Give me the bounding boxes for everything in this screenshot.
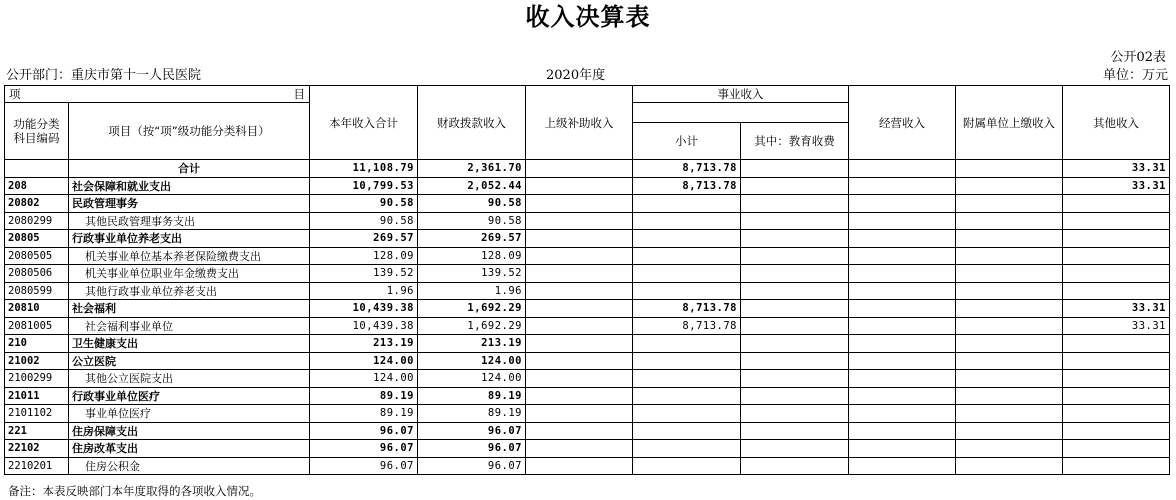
cell-name: 住房改革支出 <box>69 440 310 458</box>
cell-code: 2080506 <box>5 265 69 283</box>
cell-fiscal: 90.58 <box>418 212 526 230</box>
form-number: 公开02表 <box>1110 50 1166 65</box>
cell-name: 机关事业单位基本养老保险缴费支出 <box>69 247 310 265</box>
cell-fiscal: 96.07 <box>418 422 526 440</box>
cell-business-subtotal <box>633 422 741 440</box>
cell-business-subtotal <box>633 352 741 370</box>
department-label: 公开部门：重庆市第十一人民医院 <box>6 68 202 83</box>
cell-fiscal: 96.07 <box>418 440 526 458</box>
cell-operating <box>849 160 956 178</box>
cell-name: 社会福利 <box>69 300 310 318</box>
cell-business-edu <box>741 230 849 248</box>
cell-business-subtotal <box>633 247 741 265</box>
cell-code: 20802 <box>5 195 69 213</box>
cell-total: 96.07 <box>310 457 418 475</box>
cell-affiliated <box>956 405 1063 423</box>
header-other: 其他收入 <box>1063 86 1170 160</box>
cell-business-subtotal: 8,713.78 <box>633 317 741 335</box>
header-name: 项目（按“项”级功能分类科目） <box>69 103 310 160</box>
cell-business-subtotal <box>633 282 741 300</box>
table-row <box>5 265 1170 283</box>
cell-total: 10,439.38 <box>310 317 418 335</box>
cell-superior <box>526 405 633 423</box>
cell-code: 210 <box>5 335 69 353</box>
cell-fiscal: 124.00 <box>418 370 526 388</box>
cell-other <box>1063 422 1170 440</box>
cell-business-subtotal: 8,713.78 <box>633 177 741 195</box>
cell-superior <box>526 247 633 265</box>
cell-fiscal: 96.07 <box>418 457 526 475</box>
header-operating: 经营收入 <box>849 86 956 160</box>
cell-other <box>1063 230 1170 248</box>
cell-name: 住房保障支出 <box>69 422 310 440</box>
cell-affiliated <box>956 422 1063 440</box>
table-row <box>5 370 1170 388</box>
cell-other <box>1063 212 1170 230</box>
cell-business-subtotal <box>633 405 741 423</box>
cell-code: 20805 <box>5 230 69 248</box>
cell-name: 合计 <box>69 160 310 178</box>
cell-total: 96.07 <box>310 440 418 458</box>
cell-business-edu <box>741 422 849 440</box>
table-row <box>5 195 1170 213</box>
table-row <box>5 352 1170 370</box>
cell-operating <box>849 370 956 388</box>
cell-total: 124.00 <box>310 370 418 388</box>
table-row <box>5 335 1170 353</box>
cell-operating <box>849 230 956 248</box>
header-business-subtotal: 小计 <box>633 123 741 160</box>
cell-other <box>1063 282 1170 300</box>
cell-affiliated <box>956 300 1063 318</box>
cell-affiliated <box>956 212 1063 230</box>
cell-code: 2210201 <box>5 457 69 475</box>
table-row <box>5 440 1170 458</box>
cell-business-subtotal <box>633 230 741 248</box>
cell-superior <box>526 370 633 388</box>
cell-fiscal: 2,361.70 <box>418 160 526 178</box>
cell-code: 22102 <box>5 440 69 458</box>
cell-operating <box>849 282 956 300</box>
cell-total: 11,108.79 <box>310 160 418 178</box>
cell-other <box>1063 457 1170 475</box>
cell-business-edu <box>741 247 849 265</box>
year-label: 2020年度 <box>546 68 606 83</box>
cell-business-subtotal <box>633 457 741 475</box>
cell-business-edu <box>741 387 849 405</box>
cell-total: 1.96 <box>310 282 418 300</box>
cell-fiscal: 124.00 <box>418 352 526 370</box>
cell-code <box>5 160 69 178</box>
cell-business-subtotal <box>633 387 741 405</box>
cell-code: 2101102 <box>5 405 69 423</box>
cell-business-subtotal <box>633 440 741 458</box>
cell-fiscal: 1.96 <box>418 282 526 300</box>
cell-operating <box>849 265 956 283</box>
table-row <box>5 300 1170 318</box>
cell-business-edu <box>741 300 849 318</box>
cell-affiliated <box>956 195 1063 213</box>
cell-superior <box>526 352 633 370</box>
cell-total: 124.00 <box>310 352 418 370</box>
cell-business-edu <box>741 212 849 230</box>
cell-business-subtotal <box>633 335 741 353</box>
cell-total: 213.19 <box>310 335 418 353</box>
unit-label: 单位：万元 <box>1102 68 1168 83</box>
cell-business-edu <box>741 195 849 213</box>
cell-superior <box>526 440 633 458</box>
cell-superior <box>526 317 633 335</box>
cell-name: 卫生健康支出 <box>69 335 310 353</box>
header-code: 功能分类科目编码 <box>5 103 69 160</box>
cell-name: 社会福利事业单位 <box>69 317 310 335</box>
cell-superior <box>526 177 633 195</box>
cell-code: 208 <box>5 177 69 195</box>
cell-name: 机关事业单位职业年金缴费支出 <box>69 265 310 283</box>
cell-fiscal: 2,052.44 <box>418 177 526 195</box>
cell-code: 2080505 <box>5 247 69 265</box>
cell-name: 事业单位医疗 <box>69 405 310 423</box>
cell-affiliated <box>956 335 1063 353</box>
cell-total: 139.52 <box>310 265 418 283</box>
header-business-edu: 其中：教育收费 <box>741 123 849 160</box>
table-row <box>5 457 1170 475</box>
cell-other <box>1063 195 1170 213</box>
table-row <box>5 282 1170 300</box>
header-affiliated: 附属单位上缴收入 <box>956 86 1063 160</box>
cell-business-edu <box>741 370 849 388</box>
cell-business-subtotal: 8,713.78 <box>633 300 741 318</box>
cell-superior <box>526 387 633 405</box>
income-table <box>4 85 1170 475</box>
cell-fiscal: 1,692.29 <box>418 300 526 318</box>
cell-operating <box>849 195 956 213</box>
cell-name: 其他民政管理事务支出 <box>69 212 310 230</box>
table-row <box>5 317 1170 335</box>
cell-superior <box>526 300 633 318</box>
cell-code: 20810 <box>5 300 69 318</box>
cell-business-edu <box>741 282 849 300</box>
cell-total: 90.58 <box>310 212 418 230</box>
cell-affiliated <box>956 457 1063 475</box>
cell-business-subtotal <box>633 212 741 230</box>
cell-name: 公立医院 <box>69 352 310 370</box>
cell-operating <box>849 387 956 405</box>
cell-business-edu <box>741 335 849 353</box>
item-header-right: 目 <box>293 87 305 101</box>
cell-code: 2081005 <box>5 317 69 335</box>
cell-superior <box>526 212 633 230</box>
table-row <box>5 405 1170 423</box>
cell-superior <box>526 230 633 248</box>
cell-fiscal: 128.09 <box>418 247 526 265</box>
cell-operating <box>849 212 956 230</box>
report-meta <box>6 67 1168 84</box>
cell-other <box>1063 335 1170 353</box>
cell-affiliated <box>956 282 1063 300</box>
cell-total: 96.07 <box>310 422 418 440</box>
cell-superior <box>526 160 633 178</box>
table-row <box>5 160 1170 178</box>
cell-total: 89.19 <box>310 387 418 405</box>
item-header-left: 项 <box>9 87 21 101</box>
table-row <box>5 422 1170 440</box>
cell-business-edu <box>741 317 849 335</box>
table-row <box>5 212 1170 230</box>
header-fiscal: 财政拨款收入 <box>418 86 526 160</box>
cell-fiscal: 139.52 <box>418 265 526 283</box>
cell-business-edu <box>741 457 849 475</box>
cell-name: 行政事业单位养老支出 <box>69 230 310 248</box>
cell-operating <box>849 405 956 423</box>
cell-affiliated <box>956 265 1063 283</box>
cell-superior <box>526 282 633 300</box>
cell-name: 民政管理事务 <box>69 195 310 213</box>
table-row <box>5 247 1170 265</box>
header-business: 事业收入 <box>633 86 849 103</box>
cell-name: 其他公立医院支出 <box>69 370 310 388</box>
cell-business-subtotal <box>633 265 741 283</box>
cell-fiscal: 1,692.29 <box>418 317 526 335</box>
cell-business-edu <box>741 160 849 178</box>
cell-code: 2080299 <box>5 212 69 230</box>
cell-superior <box>526 195 633 213</box>
cell-operating <box>849 457 956 475</box>
cell-operating <box>849 335 956 353</box>
cell-total: 10,439.38 <box>310 300 418 318</box>
cell-fiscal: 213.19 <box>418 335 526 353</box>
cell-other: 33.31 <box>1063 300 1170 318</box>
cell-code: 221 <box>5 422 69 440</box>
header-total: 本年收入合计 <box>310 86 418 160</box>
cell-affiliated <box>956 387 1063 405</box>
cell-business-subtotal <box>633 370 741 388</box>
cell-name: 行政事业单位医疗 <box>69 387 310 405</box>
table-body <box>5 160 1170 475</box>
cell-affiliated <box>956 247 1063 265</box>
cell-fiscal: 90.58 <box>418 195 526 213</box>
cell-name: 住房公积金 <box>69 457 310 475</box>
cell-operating <box>849 317 956 335</box>
table-row <box>5 387 1170 405</box>
cell-affiliated <box>956 370 1063 388</box>
cell-business-subtotal <box>633 195 741 213</box>
cell-business-subtotal: 8,713.78 <box>633 160 741 178</box>
cell-superior <box>526 422 633 440</box>
cell-affiliated <box>956 160 1063 178</box>
table-row <box>5 177 1170 195</box>
cell-other <box>1063 370 1170 388</box>
cell-affiliated <box>956 230 1063 248</box>
cell-business-edu <box>741 440 849 458</box>
cell-business-edu <box>741 405 849 423</box>
cell-code: 2080599 <box>5 282 69 300</box>
cell-affiliated <box>956 352 1063 370</box>
cell-other <box>1063 440 1170 458</box>
cell-operating <box>849 352 956 370</box>
cell-operating <box>849 440 956 458</box>
cell-superior <box>526 457 633 475</box>
cell-name: 其他行政事业单位养老支出 <box>69 282 310 300</box>
cell-fiscal: 269.57 <box>418 230 526 248</box>
cell-other: 33.31 <box>1063 177 1170 195</box>
cell-other <box>1063 405 1170 423</box>
cell-code: 2100299 <box>5 370 69 388</box>
cell-affiliated <box>956 440 1063 458</box>
cell-other <box>1063 352 1170 370</box>
cell-business-edu <box>741 352 849 370</box>
cell-total: 90.58 <box>310 195 418 213</box>
cell-total: 128.09 <box>310 247 418 265</box>
cell-total: 269.57 <box>310 230 418 248</box>
report-title: 收入决算表 <box>525 3 651 31</box>
cell-affiliated <box>956 317 1063 335</box>
cell-fiscal: 89.19 <box>418 405 526 423</box>
cell-affiliated <box>956 177 1063 195</box>
cell-superior <box>526 265 633 283</box>
cell-business-edu <box>741 177 849 195</box>
cell-operating <box>849 177 956 195</box>
cell-business-edu <box>741 265 849 283</box>
item-header <box>5 86 310 103</box>
cell-superior <box>526 335 633 353</box>
cell-fiscal: 89.19 <box>418 387 526 405</box>
cell-code: 21002 <box>5 352 69 370</box>
cell-other <box>1063 265 1170 283</box>
cell-total: 10,799.53 <box>310 177 418 195</box>
cell-operating <box>849 422 956 440</box>
cell-total: 89.19 <box>310 405 418 423</box>
cell-other: 33.31 <box>1063 317 1170 335</box>
header-superior: 上级补助收入 <box>526 86 633 160</box>
footnote: 备注：本表反映部门本年度取得的各项收入情况。 <box>8 484 261 498</box>
cell-operating <box>849 300 956 318</box>
table-row <box>5 230 1170 248</box>
cell-code: 21011 <box>5 387 69 405</box>
cell-operating <box>849 247 956 265</box>
cell-other: 33.31 <box>1063 160 1170 178</box>
cell-other <box>1063 247 1170 265</box>
cell-other <box>1063 387 1170 405</box>
cell-name: 社会保障和就业支出 <box>69 177 310 195</box>
